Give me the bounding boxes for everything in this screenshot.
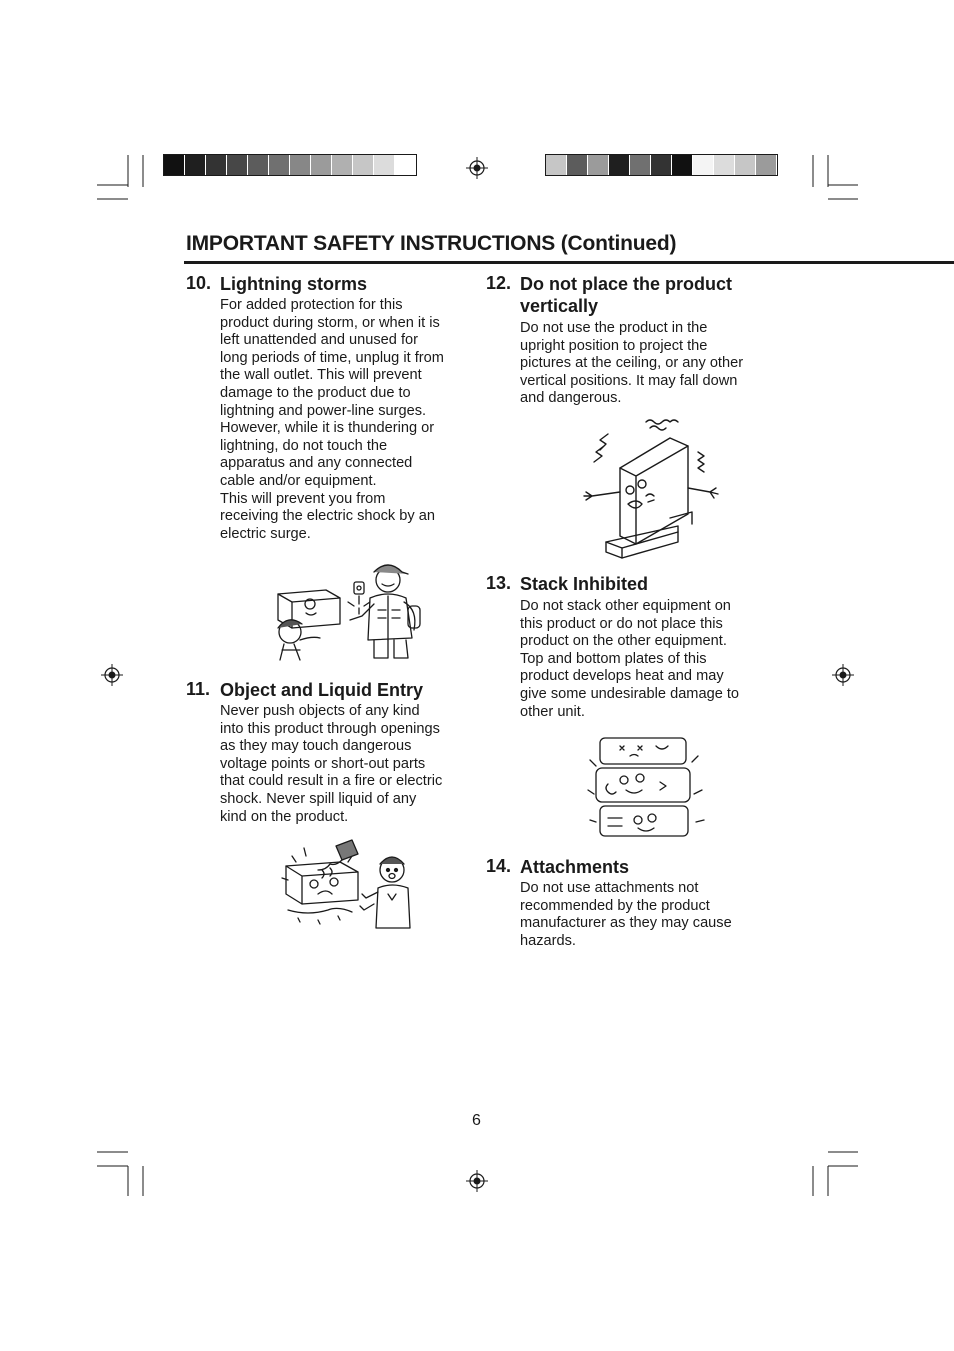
title-underline-divider (184, 261, 954, 264)
color-swatch (567, 155, 588, 175)
section-heading-lightning-storms: Lightning storms (220, 274, 367, 294)
page-number: 6 (472, 1112, 481, 1129)
color-swatch (227, 155, 248, 175)
section-number: 10. (186, 273, 212, 293)
color-swatch (185, 155, 206, 175)
section-body-object-liquid-entry: Never push objects of any kind into this product through openings as they may touch dangerous voltage points or short-out parts that could result in a fire or electric shock. Never spill liquid of any kind on the product. (220, 703, 443, 825)
upright-device-illustration (570, 418, 722, 564)
stacked-devices-illustration (586, 734, 708, 840)
color-swatch (332, 155, 353, 175)
section-body-lightning-storms: For added protection for this product during storm, or when it is left unattended and unused for long periods of time, unplug it from the wall outlet. This will prevent damage to the product due to lightning and power-line surges. However, while it is thundering or lightning, do not touch the apparatus and any connected cable and/or equipment. This will prevent you from receiving the electric shock by an electric surge. (220, 297, 444, 542)
registration-target-icon (466, 1170, 488, 1192)
section-number: 14. (486, 856, 512, 876)
color-swatch (735, 155, 756, 175)
section-number: 13. (486, 573, 512, 593)
color-swatch (693, 155, 714, 175)
color-swatch (651, 155, 672, 175)
color-calibration-bar-left (163, 154, 417, 176)
section-heading-not-vertically: Do not place the product vertically (520, 274, 733, 316)
registration-target-icon (466, 157, 488, 179)
registration-target-icon (101, 664, 123, 686)
color-swatch (756, 155, 777, 175)
color-swatch (395, 155, 416, 175)
section-body-not-vertically: Do not use the product in the upright position to project the pictures at the ceiling, or any other vertical positions. It may fall down and dangerous. (520, 320, 744, 407)
lightning-unplug-illustration (270, 558, 422, 662)
color-swatch (311, 155, 332, 175)
color-swatch (588, 155, 609, 175)
section-heading-stack-inhibited: Stack Inhibited (520, 574, 649, 594)
section-body-attachments: Do not use attachments not recommended by the product manufacturer as they may cause hazards. (520, 880, 732, 949)
liquid-spill-illustration (278, 838, 414, 930)
color-swatch (353, 155, 374, 175)
page-title: IMPORTANT SAFETY INSTRUCTIONS (Continued) (186, 232, 677, 255)
section-heading-attachments: Attachments (520, 857, 630, 877)
color-swatch (714, 155, 735, 175)
section-heading-object-liquid-entry: Object and Liquid Entry (220, 680, 424, 700)
color-swatch (672, 155, 693, 175)
registration-target-icon (832, 664, 854, 686)
color-swatch (206, 155, 227, 175)
color-swatch (630, 155, 651, 175)
color-calibration-bar-right (545, 154, 778, 176)
color-swatch (248, 155, 269, 175)
color-swatch (374, 155, 395, 175)
color-swatch (290, 155, 311, 175)
color-swatch (269, 155, 290, 175)
section-number: 12. (486, 273, 512, 293)
section-body-stack-inhibited: Do not stack other equipment on this product or do not place this product on the other equipment. Top and bottom plates of this product develops heat and may give some undesirable damage to other unit. (520, 598, 740, 720)
color-swatch (609, 155, 630, 175)
color-swatch (164, 155, 185, 175)
section-number: 11. (186, 679, 211, 699)
color-swatch (546, 155, 567, 175)
